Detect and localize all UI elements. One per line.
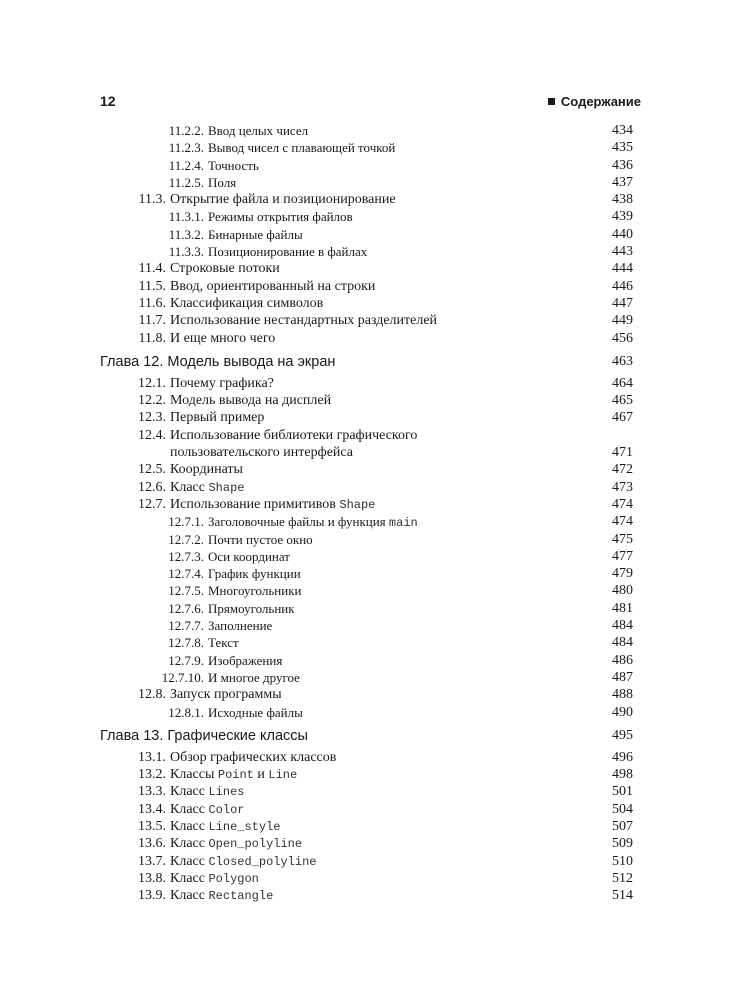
- entry-number: 11.5.: [138, 278, 166, 294]
- entry-number: 11.2.3.: [168, 140, 204, 156]
- entry-number: 13.9.: [138, 888, 166, 904]
- entry-title: Поля: [208, 174, 237, 190]
- toc-entry: [100, 766, 633, 783]
- entry-title: [170, 801, 244, 819]
- entry-page: 456: [612, 330, 633, 346]
- code-identifier: Line: [268, 768, 298, 783]
- entry-title: И многое другое: [208, 669, 300, 685]
- entry-page: 473: [612, 479, 633, 495]
- entry-number: 11.6.: [138, 295, 166, 311]
- entry-page: 490: [612, 704, 633, 720]
- entry-page: 509: [612, 836, 633, 852]
- chapter-title: Глава 12. Модель вывода на экран: [100, 353, 336, 370]
- entry-title: Использование библиотеки графического: [170, 427, 418, 443]
- entry-page: 474: [612, 496, 633, 512]
- running-head: [548, 94, 641, 109]
- chapter-page: 463: [612, 353, 633, 369]
- toc-entry: [100, 409, 633, 426]
- toc-entry: [100, 704, 633, 721]
- entry-page: 437: [612, 174, 633, 190]
- toc-entry: [100, 783, 633, 800]
- entry-page: 438: [612, 192, 633, 208]
- code-identifier: Shape: [208, 480, 245, 495]
- toc-entry: [100, 513, 633, 530]
- entry-title: Прямоугольник: [208, 600, 295, 616]
- page-header: [100, 91, 641, 115]
- entry-number: 12.7.6.: [168, 600, 204, 616]
- entry-page: 484: [612, 635, 633, 651]
- toc-entry: [100, 652, 633, 669]
- entry-page: 496: [612, 749, 633, 765]
- toc-entry: [100, 174, 633, 191]
- chapter-page: 495: [612, 727, 633, 743]
- entry-title: [170, 818, 280, 836]
- entry-title: [170, 887, 273, 905]
- code-identifier: main: [388, 516, 418, 531]
- entry-number: 11.3.2.: [168, 226, 204, 242]
- running-head-text: Содержание: [560, 94, 641, 109]
- entry-title: [170, 853, 317, 871]
- entry-number: 11.3.3.: [168, 244, 204, 260]
- entry-number: 13.2.: [138, 767, 166, 783]
- toc-entry: [100, 853, 633, 870]
- toc-entry: [100, 479, 633, 496]
- toc-entry: [100, 260, 633, 277]
- entry-title: [170, 835, 302, 853]
- entry-title: Модель вывода на дисплей: [170, 393, 332, 409]
- entry-page: 471: [612, 445, 633, 461]
- toc-entry: [100, 208, 633, 225]
- toc-entry: [100, 496, 633, 513]
- entry-title: [170, 496, 375, 514]
- entry-page: 464: [612, 375, 633, 391]
- entry-number: 12.7.3.: [168, 548, 204, 564]
- entry-title-text: Класс: [170, 818, 205, 834]
- entry-title: [170, 766, 297, 784]
- entry-title-text: Класс: [170, 784, 205, 800]
- entry-title: Позиционирование в файлах: [208, 244, 368, 260]
- code-identifier: Shape: [339, 497, 376, 512]
- entry-title-text: Заголовочные файлы и функция: [208, 514, 386, 530]
- entry-title-text: Класс: [170, 801, 205, 817]
- entry-number: 12.7.7.: [168, 618, 204, 634]
- code-identifier: Closed_polyline: [208, 854, 317, 869]
- entry-number: 12.7.9.: [168, 652, 204, 668]
- entry-number: 12.7.1.: [168, 514, 204, 530]
- entry-page: 481: [612, 600, 633, 616]
- entry-title: Классификация символов: [170, 295, 324, 311]
- entry-number: 11.7.: [138, 313, 166, 329]
- entry-title-text: Класс: [170, 888, 205, 904]
- entry-title: Запуск программы: [170, 687, 282, 703]
- toc-entry: [100, 278, 633, 295]
- entry-page: 465: [612, 393, 633, 409]
- entry-title: Первый пример: [170, 410, 265, 426]
- entry-number: 11.8.: [138, 330, 166, 346]
- entry-page: 514: [612, 888, 633, 904]
- entry-number: 12.7.8.: [168, 635, 204, 651]
- entry-title: Бинарные файлы: [208, 226, 303, 242]
- chapter-heading: [100, 351, 633, 373]
- entry-number: 11.4.: [138, 261, 166, 277]
- entry-page: 510: [612, 853, 633, 869]
- entry-title: Координаты: [170, 462, 243, 478]
- entry-page: 447: [612, 295, 633, 311]
- entry-number: 12.8.1.: [168, 704, 204, 720]
- entry-title: Исходные файлы: [208, 704, 303, 720]
- entry-number: 12.7.2.: [168, 531, 204, 547]
- entry-title: Режимы открытия файлов: [208, 209, 353, 225]
- entry-number: 11.3.1.: [168, 209, 204, 225]
- entry-title: Строковые потоки: [170, 261, 280, 277]
- entry-page: 487: [612, 669, 633, 685]
- entry-number: 11.2.5.: [168, 174, 204, 190]
- entry-number: 12.7.10.: [161, 669, 204, 685]
- entry-page: 484: [612, 618, 633, 634]
- entry-title-text: Использование примитивов: [170, 496, 336, 512]
- entry-title: Ввод целых чисел: [208, 123, 309, 138]
- code-identifier: Color: [208, 802, 245, 817]
- entry-title-text: Класс: [170, 836, 205, 852]
- entry-page: 449: [612, 313, 633, 329]
- table-of-contents: [100, 122, 633, 904]
- entry-page: 512: [612, 870, 633, 886]
- entry-title-text: Класс: [170, 870, 205, 886]
- page-number: 12: [100, 93, 116, 109]
- entry-title: Заполнение: [208, 618, 273, 634]
- entry-title: Точность: [208, 157, 259, 173]
- toc-entry: [100, 548, 633, 565]
- entry-title-text: Класс: [170, 479, 205, 495]
- code-identifier: Lines: [208, 785, 245, 800]
- entry-page: 436: [612, 157, 633, 173]
- entry-title-text: и: [257, 767, 265, 783]
- toc-entry: [100, 312, 633, 329]
- toc-entry: [100, 634, 633, 651]
- entry-number: 12.8.: [138, 687, 166, 703]
- entry-title: Ввод, ориентированный на строки: [170, 278, 376, 294]
- toc-entry: [100, 669, 633, 686]
- entry-number: 12.7.4.: [168, 566, 204, 582]
- entry-title: График функции: [208, 566, 301, 582]
- entry-number: 13.5.: [138, 818, 166, 834]
- entry-number: 12.7.5.: [168, 583, 204, 599]
- toc-entry: [100, 801, 633, 818]
- toc-entry: [100, 295, 633, 312]
- square-bullet-icon: [548, 98, 555, 105]
- entry-page: 504: [612, 801, 633, 817]
- entry-page: 498: [612, 767, 633, 783]
- entry-number: 13.4.: [138, 801, 166, 817]
- entry-number: 11.2.2.: [168, 123, 204, 138]
- entry-page: 507: [612, 818, 633, 834]
- entry-page: 472: [612, 462, 633, 478]
- entry-page: 467: [612, 410, 633, 426]
- toc-entry: [100, 461, 633, 478]
- code-identifier: Open_polyline: [208, 837, 303, 852]
- entry-title: Открытие файла и позиционирование: [170, 192, 396, 208]
- toc-entry: [100, 887, 633, 904]
- entry-title: И еще много чего: [170, 330, 276, 346]
- entry-page: 479: [612, 566, 633, 582]
- entry-title: Текст: [208, 635, 239, 651]
- entry-number: 12.5.: [138, 462, 166, 478]
- entry-page: 443: [612, 244, 633, 260]
- toc-entry: [100, 243, 633, 260]
- entry-page: 444: [612, 261, 633, 277]
- entry-page: 434: [612, 123, 633, 138]
- entry-number: 13.8.: [138, 870, 166, 886]
- entry-number: 12.6.: [138, 479, 166, 495]
- toc-entry: [100, 749, 633, 766]
- entry-page: 486: [612, 652, 633, 668]
- entry-title: Изображения: [208, 652, 283, 668]
- toc-entry: [100, 600, 633, 617]
- entry-number: 13.7.: [138, 853, 166, 869]
- entry-number: 11.3.: [138, 192, 166, 208]
- entry-title-continuation: пользовательского интерфейса: [170, 445, 353, 461]
- toc-entry: [100, 226, 633, 243]
- entry-title: Обзор графических классов: [170, 749, 337, 765]
- toc-entry: [100, 375, 633, 392]
- toc-entry: [100, 818, 633, 835]
- toc-entry: [100, 139, 633, 156]
- entry-title: Почему графика?: [170, 375, 274, 391]
- toc-entry-continuation: [100, 444, 633, 461]
- toc-entry: [100, 157, 633, 174]
- entry-title: Оси координат: [208, 548, 290, 564]
- entry-title: [170, 783, 244, 801]
- entry-title-text: Классы: [170, 767, 215, 783]
- code-identifier: Line_style: [208, 819, 281, 834]
- entry-number: 12.4.: [138, 427, 166, 443]
- entry-number: 12.3.: [138, 410, 166, 426]
- toc-entry: [100, 565, 633, 582]
- entry-number: 12.7.: [138, 496, 166, 512]
- entry-number: 13.3.: [138, 784, 166, 800]
- toc-entry: [100, 617, 633, 634]
- toc-entry: [100, 427, 633, 444]
- entry-page: 474: [612, 514, 633, 530]
- toc-entry: [100, 870, 633, 887]
- code-identifier: Point: [217, 768, 254, 783]
- toc-entry: [100, 582, 633, 599]
- entry-page: 477: [612, 548, 633, 564]
- toc-entry: [100, 835, 633, 852]
- entry-page: 488: [612, 687, 633, 703]
- entry-page: 446: [612, 278, 633, 294]
- entry-title: Многоугольники: [208, 583, 302, 599]
- entry-page: 440: [612, 226, 633, 242]
- toc-entry: [100, 531, 633, 548]
- entry-page: 435: [612, 140, 633, 156]
- chapter-title: Глава 13. Графические классы: [100, 727, 308, 744]
- chapter-heading: [100, 725, 633, 747]
- entry-number: 13.6.: [138, 836, 166, 852]
- entry-page: 501: [612, 784, 633, 800]
- toc-entry: [100, 330, 633, 347]
- entry-title: [170, 870, 259, 888]
- toc-entry: [100, 122, 633, 139]
- toc-entry: [100, 191, 633, 208]
- entry-number: 12.2.: [138, 393, 166, 409]
- entry-number: 13.1.: [138, 749, 166, 765]
- entry-title: Почти пустое окно: [208, 531, 313, 547]
- entry-number: 11.2.4.: [168, 157, 204, 173]
- entry-title-text: Класс: [170, 853, 205, 869]
- entry-number: 12.1.: [138, 375, 166, 391]
- entry-title: Использование нестандартных разделителей: [170, 313, 438, 329]
- toc-entry: [100, 392, 633, 409]
- entry-title: [170, 479, 244, 497]
- entry-title: Вывод чисел с плавающей точкой: [208, 140, 396, 156]
- toc-entry: [100, 686, 633, 703]
- code-identifier: Rectangle: [208, 889, 274, 904]
- entry-page: 439: [612, 209, 633, 225]
- code-identifier: Polygon: [208, 871, 259, 886]
- entry-page: 475: [612, 531, 633, 547]
- entry-page: 480: [612, 583, 633, 599]
